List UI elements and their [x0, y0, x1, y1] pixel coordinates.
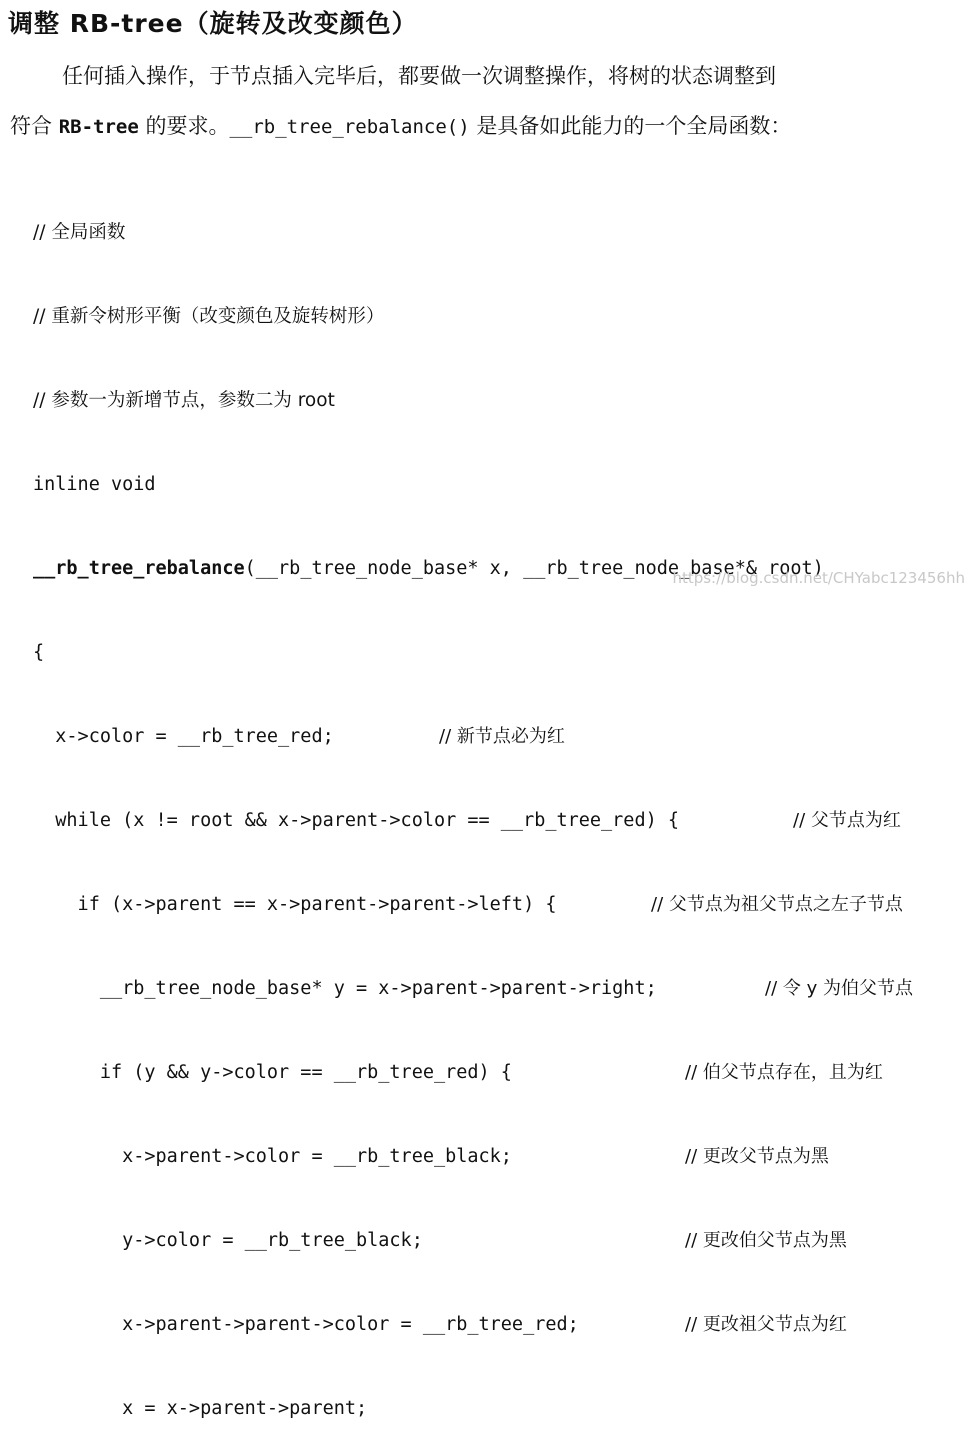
- paragraph-prefix: 符合: [10, 114, 59, 138]
- code-line-14: [33, 1311, 847, 1339]
- code-comment-13: // 更改伯父节点为黑: [685, 1230, 847, 1251]
- code-line-inline: inline void: [33, 474, 156, 495]
- code-text-13: y->color = __rb_tree_black;: [33, 1230, 423, 1251]
- code-comment-11: // 伯父节点存在，且为红: [685, 1062, 883, 1083]
- section-heading: 调整 RB-tree（旋转及改变颜色）: [8, 9, 418, 38]
- code-text-9: if (x->parent == x->parent->parent->left) {: [33, 894, 557, 915]
- code-line-11: [33, 1059, 883, 1087]
- paragraph-mid: 的要求。: [138, 114, 230, 138]
- rb-tree-term: RB-tree: [58, 116, 139, 138]
- function-name-inline: __rb_tree_rebalance(): [229, 116, 470, 138]
- code-comment-10: // 令 y 为伯父节点: [765, 978, 913, 999]
- code-text-12: x->parent->color = __rb_tree_black;: [33, 1146, 512, 1167]
- paragraph-suffix: 是具备如此能力的一个全局函数：: [469, 114, 792, 138]
- code-text-8: while (x != root && x->parent->color == __rb_tree_red) {: [33, 810, 680, 831]
- code-line-7: [33, 723, 824, 751]
- watermark-url: https://blog.csdn.net/CHYabc123456hh: [672, 569, 965, 587]
- code-comment-14: // 更改祖父节点为红: [685, 1314, 847, 1335]
- code-block: [33, 163, 913, 1451]
- code-comment-9: // 父节点为祖父节点之左子节点: [651, 894, 903, 915]
- code-comment-3: // 参数一为新增节点，参数二为 root: [33, 390, 335, 411]
- code-line-12: [33, 1143, 829, 1171]
- function-name: __rb_tree_rebalance: [33, 558, 245, 579]
- code-comment-2: // 重新令树形平衡（改变颜色及旋转树形）: [33, 306, 385, 327]
- code-line-15: x = x->parent->parent;: [33, 1398, 368, 1419]
- code-line-8: [33, 807, 901, 835]
- code-line-9: [33, 891, 903, 919]
- code-text-10: __rb_tree_node_base* y = x->parent->parent->right;: [33, 978, 657, 999]
- paragraph-line-1: 任何插入操作，于节点插入完毕后，都要做一次调整操作，将树的状态调整到: [62, 64, 776, 88]
- code-text-14: x->parent->parent->color = __rb_tree_red;: [33, 1314, 579, 1335]
- code-line-10: [33, 975, 913, 1003]
- paragraph-line-2: [10, 110, 791, 140]
- code-comment-7: // 新节点必为红: [439, 726, 565, 747]
- code-line-13: [33, 1227, 847, 1255]
- code-text-11: if (y && y->color == __rb_tree_red) {: [33, 1062, 512, 1083]
- code-line-open-brace: {: [33, 642, 45, 663]
- function-params: (__rb_tree_node_base* x, __rb_tree_node_base*& root): [244, 558, 824, 579]
- code-comment-1: // 全局函数: [33, 222, 126, 243]
- code-comment-8: // 父节点为红: [793, 810, 901, 831]
- code-comment-12: // 更改父节点为黑: [685, 1146, 829, 1167]
- code-text-7: x->color = __rb_tree_red;: [33, 726, 334, 747]
